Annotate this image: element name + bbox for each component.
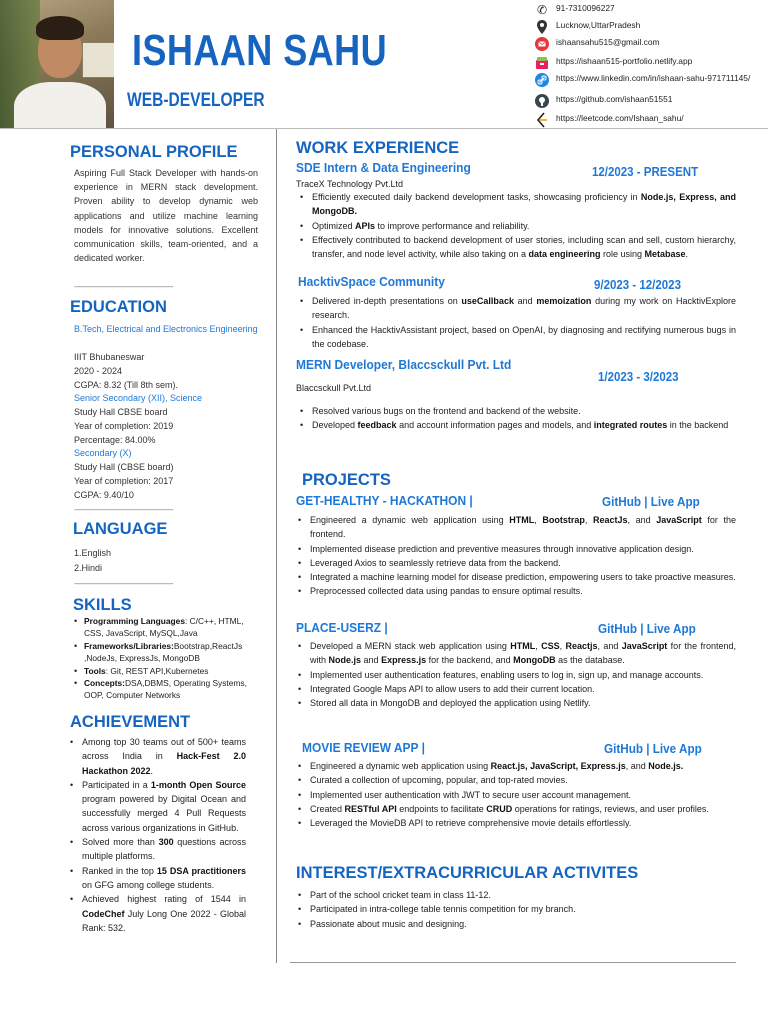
job-bullet: • Resolved various bugs on the frontend and backend of the website. <box>296 404 736 418</box>
skills-title: SKILLS <box>73 596 132 614</box>
section-divider: ------------------------------------------------ <box>74 282 174 291</box>
photo-shirt <box>14 82 106 128</box>
skill-item: • Frameworks/Libraries:Bootstrap,ReactJs ,NodeJs, ExpressJs, MongoDB <box>72 640 258 665</box>
project-bullets <box>294 759 736 830</box>
education-college: IIIT Bhubaneswar <box>74 352 145 362</box>
contact-phone-text: 91-7310096227 <box>556 3 615 13</box>
education-title: EDUCATION <box>70 298 167 316</box>
job-bullet: • Enhanced the HacktivAssistant project, based on OpenAI, by diagnosing and rectifying numerous bugs in the codebase. <box>296 323 736 352</box>
column-divider <box>276 129 277 963</box>
resume-header <box>0 0 768 128</box>
photo-background-sign <box>82 42 114 78</box>
candidate-name: ISHAAN SAHU <box>132 26 388 75</box>
language-item: 1.English <box>74 548 112 558</box>
education-years: 2020 - 2024 <box>74 366 123 376</box>
work-experience-title: WORK EXPERIENCE <box>296 139 460 157</box>
achievement-item: • Among top 30 teams out of 500+ teams across India in Hack-Fest 2.0 Hackathon 2022. <box>66 735 246 778</box>
education-cgpa: CGPA: 8.32 (Till 8th sem). <box>74 380 179 390</box>
interest-item: • Part of the school cricket team in class 11-12. <box>294 888 736 902</box>
achievement-item: • Ranked in the top 15 DSA practitioners on GFG among college students. <box>66 864 246 893</box>
job-role: SDE Intern & Data Engineering <box>296 160 471 175</box>
project-links[interactable]: GitHub | Live App <box>602 494 700 509</box>
skills-list <box>72 615 258 702</box>
secondary-year: Year of completion: 2017 <box>74 476 174 486</box>
project-name: PLACE-USERZ | <box>296 620 388 635</box>
project-bullet: • Engineered a dynamic web application using HTML, Bootstrap, ReactJs, and JavaScript for the frontend. <box>294 513 736 542</box>
linkedin-link-icon <box>534 72 550 88</box>
footer-divider <box>290 962 736 963</box>
senior-secondary-percentage: Percentage: 84.00% <box>74 435 156 445</box>
project-bullet: • Engineered a dynamic web application using React.js, JavaScript, Express.js, and Node.js. <box>294 759 736 773</box>
job-date: 12/2023 - PRESENT <box>592 165 699 179</box>
project-bullet: • Integrated a machine learning model for disease prediction, empowering users to take proactive measures. <box>294 570 736 584</box>
contact-github-link[interactable]: https://github.com/ishaan51551 <box>556 94 673 104</box>
project-bullet: • Preprocessed collected data using pandas to ensure optimal results. <box>294 584 736 598</box>
job-bullets <box>296 294 736 351</box>
job-bullets <box>296 190 736 261</box>
job-bullet: • Effectively contributed to backend development of user stories, including scan and sell, custom hierarchy, transfer, and node level activity, while also taking on a data engineering role using Metabase. <box>296 233 736 262</box>
interest-item: • Participated in intra-college table tennis competition for my branch. <box>294 902 736 916</box>
project-links[interactable]: GitHub | Live App <box>604 741 702 756</box>
language-item: 2.Hindi <box>74 563 103 573</box>
contact-location-text: Lucknow,UttarPradesh <box>556 20 641 30</box>
achievement-item: • Achieved highest rating of 1544 in CodeChef July Long One 2022 - Global Rank: 532. <box>66 892 246 935</box>
projects-title: PROJECTS <box>302 471 391 489</box>
interest-item: • Passionate about music and designing. <box>294 917 736 931</box>
job-role: HacktivSpace Community <box>298 274 445 289</box>
job-bullet: • Developed feedback and account information pages and models, and integrated routes in the backend <box>296 418 736 432</box>
job-bullets <box>296 404 736 433</box>
header-divider <box>0 128 768 129</box>
job-date: 1/2023 - 3/2023 <box>598 370 679 384</box>
project-name: GET-HEALTHY - HACKATHON | <box>296 493 473 508</box>
project-bullet: • Implemented user authentication features, enabling users to log in, sign up, and manage accounts. <box>294 668 736 682</box>
senior-secondary-year: Year of completion: 2019 <box>74 421 174 431</box>
contact-linkedin-link[interactable]: https://www.linkedin.com/in/ishaan-sahu-971711145/ <box>556 73 751 83</box>
achievement-title: ACHIEVEMENT <box>70 713 191 731</box>
project-bullet: • Implemented disease prediction and preventive measures through innovative application design. <box>294 542 736 556</box>
personal-profile-title: PERSONAL PROFILE <box>70 143 238 161</box>
job-bullet: • Efficiently executed daily backend development tasks, showcasing proficiency in Node.js, Express, and MongoDB. <box>296 190 736 219</box>
project-bullet: • Stored all data in MongoDB and deployed the application using Netlify. <box>294 696 736 710</box>
project-bullet: • Curated a collection of upcoming, popular, and top-rated movies. <box>294 773 736 787</box>
skill-item: • Tools: Git, REST API,Kubernetes <box>72 665 258 677</box>
job-company: TraceX Technology Pvt.Ltd <box>296 179 404 189</box>
skill-item: • Programming Languages: C/C++, HTML, CSS, JavaScript, MySQL,Java <box>72 615 258 640</box>
interests-list <box>294 888 736 931</box>
contact-portfolio[interactable] <box>534 55 768 71</box>
project-name: MOVIE REVIEW APP | <box>302 740 425 755</box>
github-icon <box>534 93 550 109</box>
contact-email[interactable] <box>534 36 768 52</box>
project-bullet: • Developed a MERN stack web application using HTML, CSS, Reactjs, and JavaScript for the frontend, with Node.js and Express.js for the backend, and MongoDB as the database. <box>294 639 736 668</box>
language-title: LANGUAGE <box>73 520 168 538</box>
portfolio-icon <box>534 55 550 71</box>
senior-secondary-title: Senior Secondary (XII), Science <box>74 393 203 403</box>
contact-github[interactable] <box>534 93 768 109</box>
skill-item: • Concepts:DSA,DBMS, Operating Systems, OOP, Computer Networks <box>72 677 258 702</box>
senior-secondary-board: Study Hall CBSE board <box>74 407 168 417</box>
contact-portfolio-link[interactable]: https://ishaan515-portfolio.netlify.app <box>556 56 693 66</box>
photo-hair <box>36 16 84 40</box>
secondary-cgpa: CGPA: 9.40/10 <box>74 490 134 500</box>
personal-profile-text: Aspiring Full Stack Developer with hands-on experience in MERN stack development. Proven ability to develop dynamic web applications and utilize machine learning models for innovative solutions. Excellent communication skills, team-oriented, and a dedicated worker. <box>74 168 258 264</box>
project-bullets <box>294 639 736 710</box>
interests-title: INTEREST/EXTRACURRICULAR ACTIVITES <box>296 864 639 882</box>
secondary-title: Secondary (X) <box>74 448 132 458</box>
achievement-item: • Solved more than 300 questions across multiple platforms. <box>66 835 246 864</box>
job-company: Blaccsckull Pvt.Ltd <box>296 383 372 393</box>
section-divider: ------------------------------------------------ <box>74 505 174 514</box>
job-bullet: • Optimized APIs to improve performance and reliability. <box>296 219 736 233</box>
secondary-board: Study Hall (CBSE board) <box>74 462 174 472</box>
candidate-role: WEB-DEVELOPER <box>127 90 265 111</box>
contact-leetcode[interactable] <box>534 112 768 128</box>
project-bullet: • Created RESTful API endpoints to facilitate CRUD operations for ratings, reviews, and user profiles. <box>294 802 736 816</box>
job-bullet: • Delivered in-depth presentations on useCallback and memoization during my work on HacktivExplore research. <box>296 294 736 323</box>
achievement-list <box>66 735 246 935</box>
contact-location <box>534 19 768 35</box>
contact-linkedin[interactable] <box>534 72 768 88</box>
contact-email-text[interactable]: ishaansahu515@gmail.com <box>556 37 660 47</box>
achievement-item: • Participated in a 1-month Open Source program powered by Digital Ocean and successfully merged 4 Pull Requests across various organizations in GitHub. <box>66 778 246 835</box>
leetcode-icon <box>534 112 550 128</box>
project-bullet: • Leveraged the MovieDB API to retrieve comprehensive movie details effortlessly. <box>294 816 736 830</box>
location-icon <box>534 19 550 35</box>
job-date: 9/2023 - 12/2023 <box>594 278 681 292</box>
project-bullet: • Integrated Google Maps API to allow users to add their current location. <box>294 682 736 696</box>
job-role: MERN Developer, Blaccsckull Pvt. Ltd <box>296 357 512 372</box>
email-icon <box>534 36 550 52</box>
contact-phone <box>534 2 768 18</box>
contact-leetcode-link[interactable]: https://leetcode.com/Ishaan_sahu/ <box>556 113 684 123</box>
project-links[interactable]: GitHub | Live App <box>598 621 696 636</box>
phone-icon: ✆ <box>536 3 548 17</box>
project-bullet: • Leveraged Axios to seamlessly retrieve data from the backend. <box>294 556 736 570</box>
section-divider: ------------------------------------------------ <box>74 579 174 588</box>
project-bullet: • Implemented user authentication with JWT to secure user account management. <box>294 788 736 802</box>
project-bullets <box>294 513 736 599</box>
education-degree: B.Tech, Electrical and Electronics Engineering <box>74 324 258 334</box>
profile-photo <box>0 0 114 128</box>
